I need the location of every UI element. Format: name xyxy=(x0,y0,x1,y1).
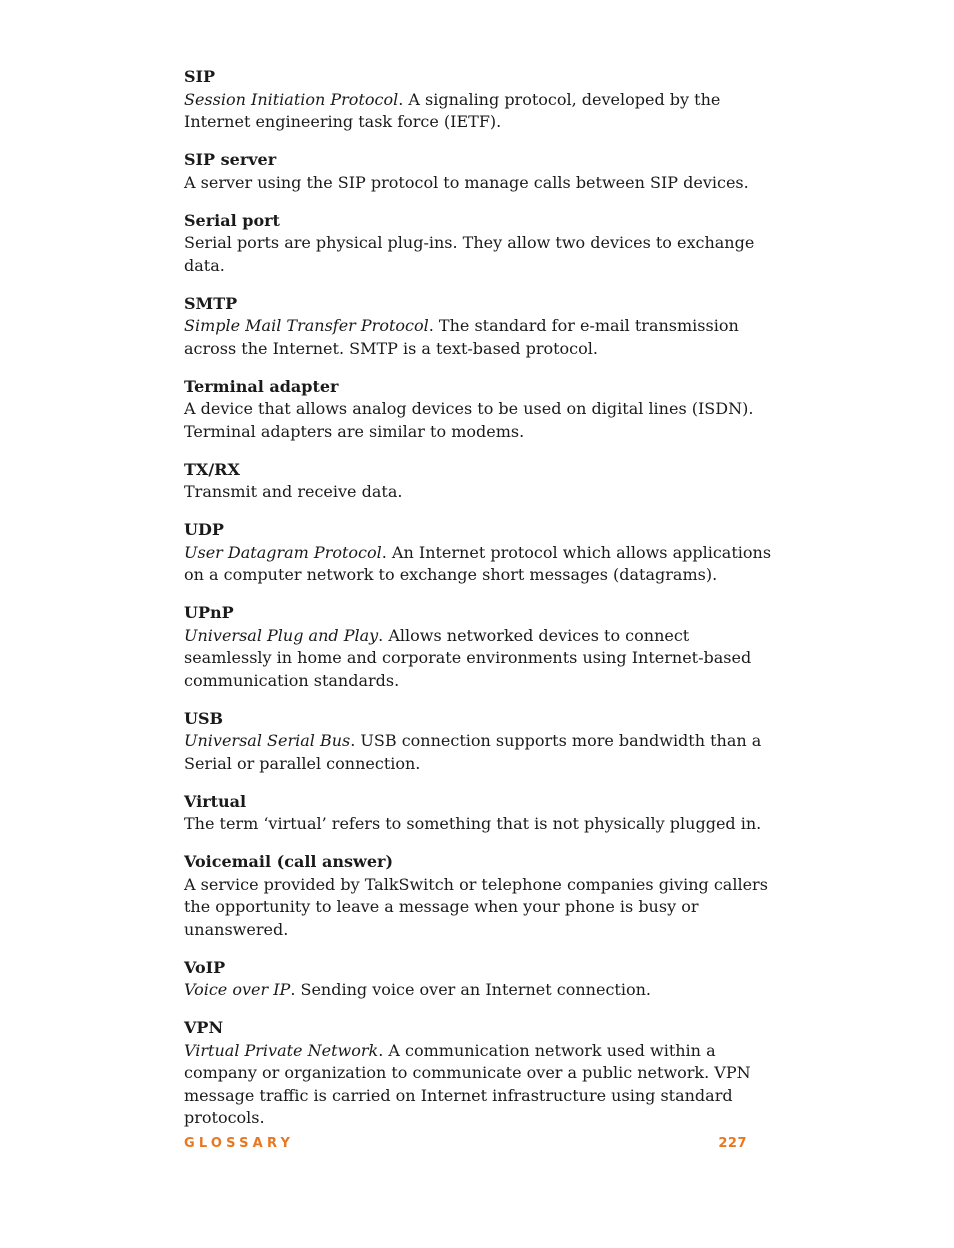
definition-text: Serial ports are physical plug-ins. They allow two devices to exchange data. xyxy=(184,233,755,275)
glossary-term: Voicemail (call answer) xyxy=(184,852,394,871)
glossary-entry-usb xyxy=(184,708,774,776)
page-footer xyxy=(184,1136,747,1151)
definition-text: The term ‘virtual’ refers to something that is not physically plugged in. xyxy=(184,814,762,833)
glossary-term: UPnP xyxy=(184,603,234,622)
definition-text: A device that allows analog devices to be used on digital lines (ISDN). Terminal adapters are similar to modems. xyxy=(184,399,754,441)
definition-text: . Allows networked devices to connect seamlessly in home and corporate environments using Internet-based communication standards. xyxy=(184,625,752,690)
glossary-entry-sip-server xyxy=(184,149,774,194)
glossary-definition xyxy=(184,398,774,443)
glossary-term: UDP xyxy=(184,520,224,539)
glossary-definition xyxy=(184,89,774,134)
glossary-term: Terminal adapter xyxy=(184,376,339,396)
glossary-entry-serial-port xyxy=(184,210,774,278)
definition-text: . A signaling protocol, developed by the Internet engineering task force (IETF). xyxy=(184,89,721,131)
term-expansion: Session Initiation Protocol xyxy=(184,89,399,109)
definition-text: Transmit and receive data. xyxy=(184,482,403,501)
glossary-term: TX/RX xyxy=(184,459,240,479)
glossary-entry-terminal-adapter xyxy=(184,376,774,444)
glossary-term: Virtual xyxy=(184,791,247,811)
glossary-term: SMTP xyxy=(184,293,238,313)
definition-text: A server using the SIP protocol to manage calls between SIP devices. xyxy=(184,172,749,192)
term-expansion: Voice over IP xyxy=(184,980,291,999)
glossary-definition xyxy=(184,172,774,195)
glossary-definition xyxy=(184,542,774,587)
term-expansion: Universal Serial Bus xyxy=(184,731,351,750)
glossary-definition xyxy=(184,625,774,693)
glossary-definition xyxy=(184,979,774,1002)
footer-section-label: GLOSSARY xyxy=(184,1136,295,1151)
glossary-term: Serial port xyxy=(184,210,280,230)
glossary-term: VoIP xyxy=(184,957,226,977)
glossary-definition xyxy=(184,874,774,942)
glossary-entry-smtp xyxy=(184,293,774,361)
definition-text: . USB connection supports more bandwidth than a Serial or parallel connection. xyxy=(184,731,762,773)
glossary-entry-udp xyxy=(184,519,774,587)
glossary-term: SIP server xyxy=(184,150,277,169)
glossary-definition xyxy=(184,1040,774,1130)
definition-text: . Sending voice over an Internet connection. xyxy=(290,980,651,999)
glossary-definition xyxy=(184,813,774,836)
glossary-entry-vpn xyxy=(184,1017,774,1130)
page-number: 227 xyxy=(718,1136,747,1151)
term-expansion: Simple Mail Transfer Protocol xyxy=(184,316,429,335)
glossary-entry-voicemail xyxy=(184,851,774,941)
term-expansion: Universal Plug and Play xyxy=(184,625,379,645)
definition-text: . A communication network used within a company or organization to communicate over a public network. VPN message traffic is carried on Internet infrastructure using standard protocols. xyxy=(184,1040,751,1127)
glossary-list xyxy=(184,66,774,1145)
glossary-term: SIP xyxy=(184,67,216,86)
term-expansion: User Datagram Protocol xyxy=(184,542,382,562)
glossary-entry-tx-rx xyxy=(184,459,774,504)
definition-text: . The standard for e-mail transmission across the Internet. SMTP is a text-based protocol. xyxy=(184,316,739,358)
definition-text: . An Internet protocol which allows applications on a computer network to exchange short messages (datagrams). xyxy=(184,542,772,584)
glossary-definition xyxy=(184,481,774,504)
definition-text: A service provided by TalkSwitch or telephone companies giving callers the opportunity to leave a message when your phone is busy or unanswered. xyxy=(184,874,768,939)
term-expansion: Virtual Private Network xyxy=(184,1040,379,1060)
glossary-definition xyxy=(184,315,774,360)
glossary-entry-voip xyxy=(184,957,774,1002)
glossary-entry-sip xyxy=(184,66,774,134)
glossary-entry-upnp xyxy=(184,602,774,692)
glossary-definition xyxy=(184,730,774,775)
glossary-entry-virtual xyxy=(184,791,774,836)
glossary-definition xyxy=(184,232,774,277)
glossary-term: USB xyxy=(184,708,224,728)
glossary-term: VPN xyxy=(184,1018,224,1037)
